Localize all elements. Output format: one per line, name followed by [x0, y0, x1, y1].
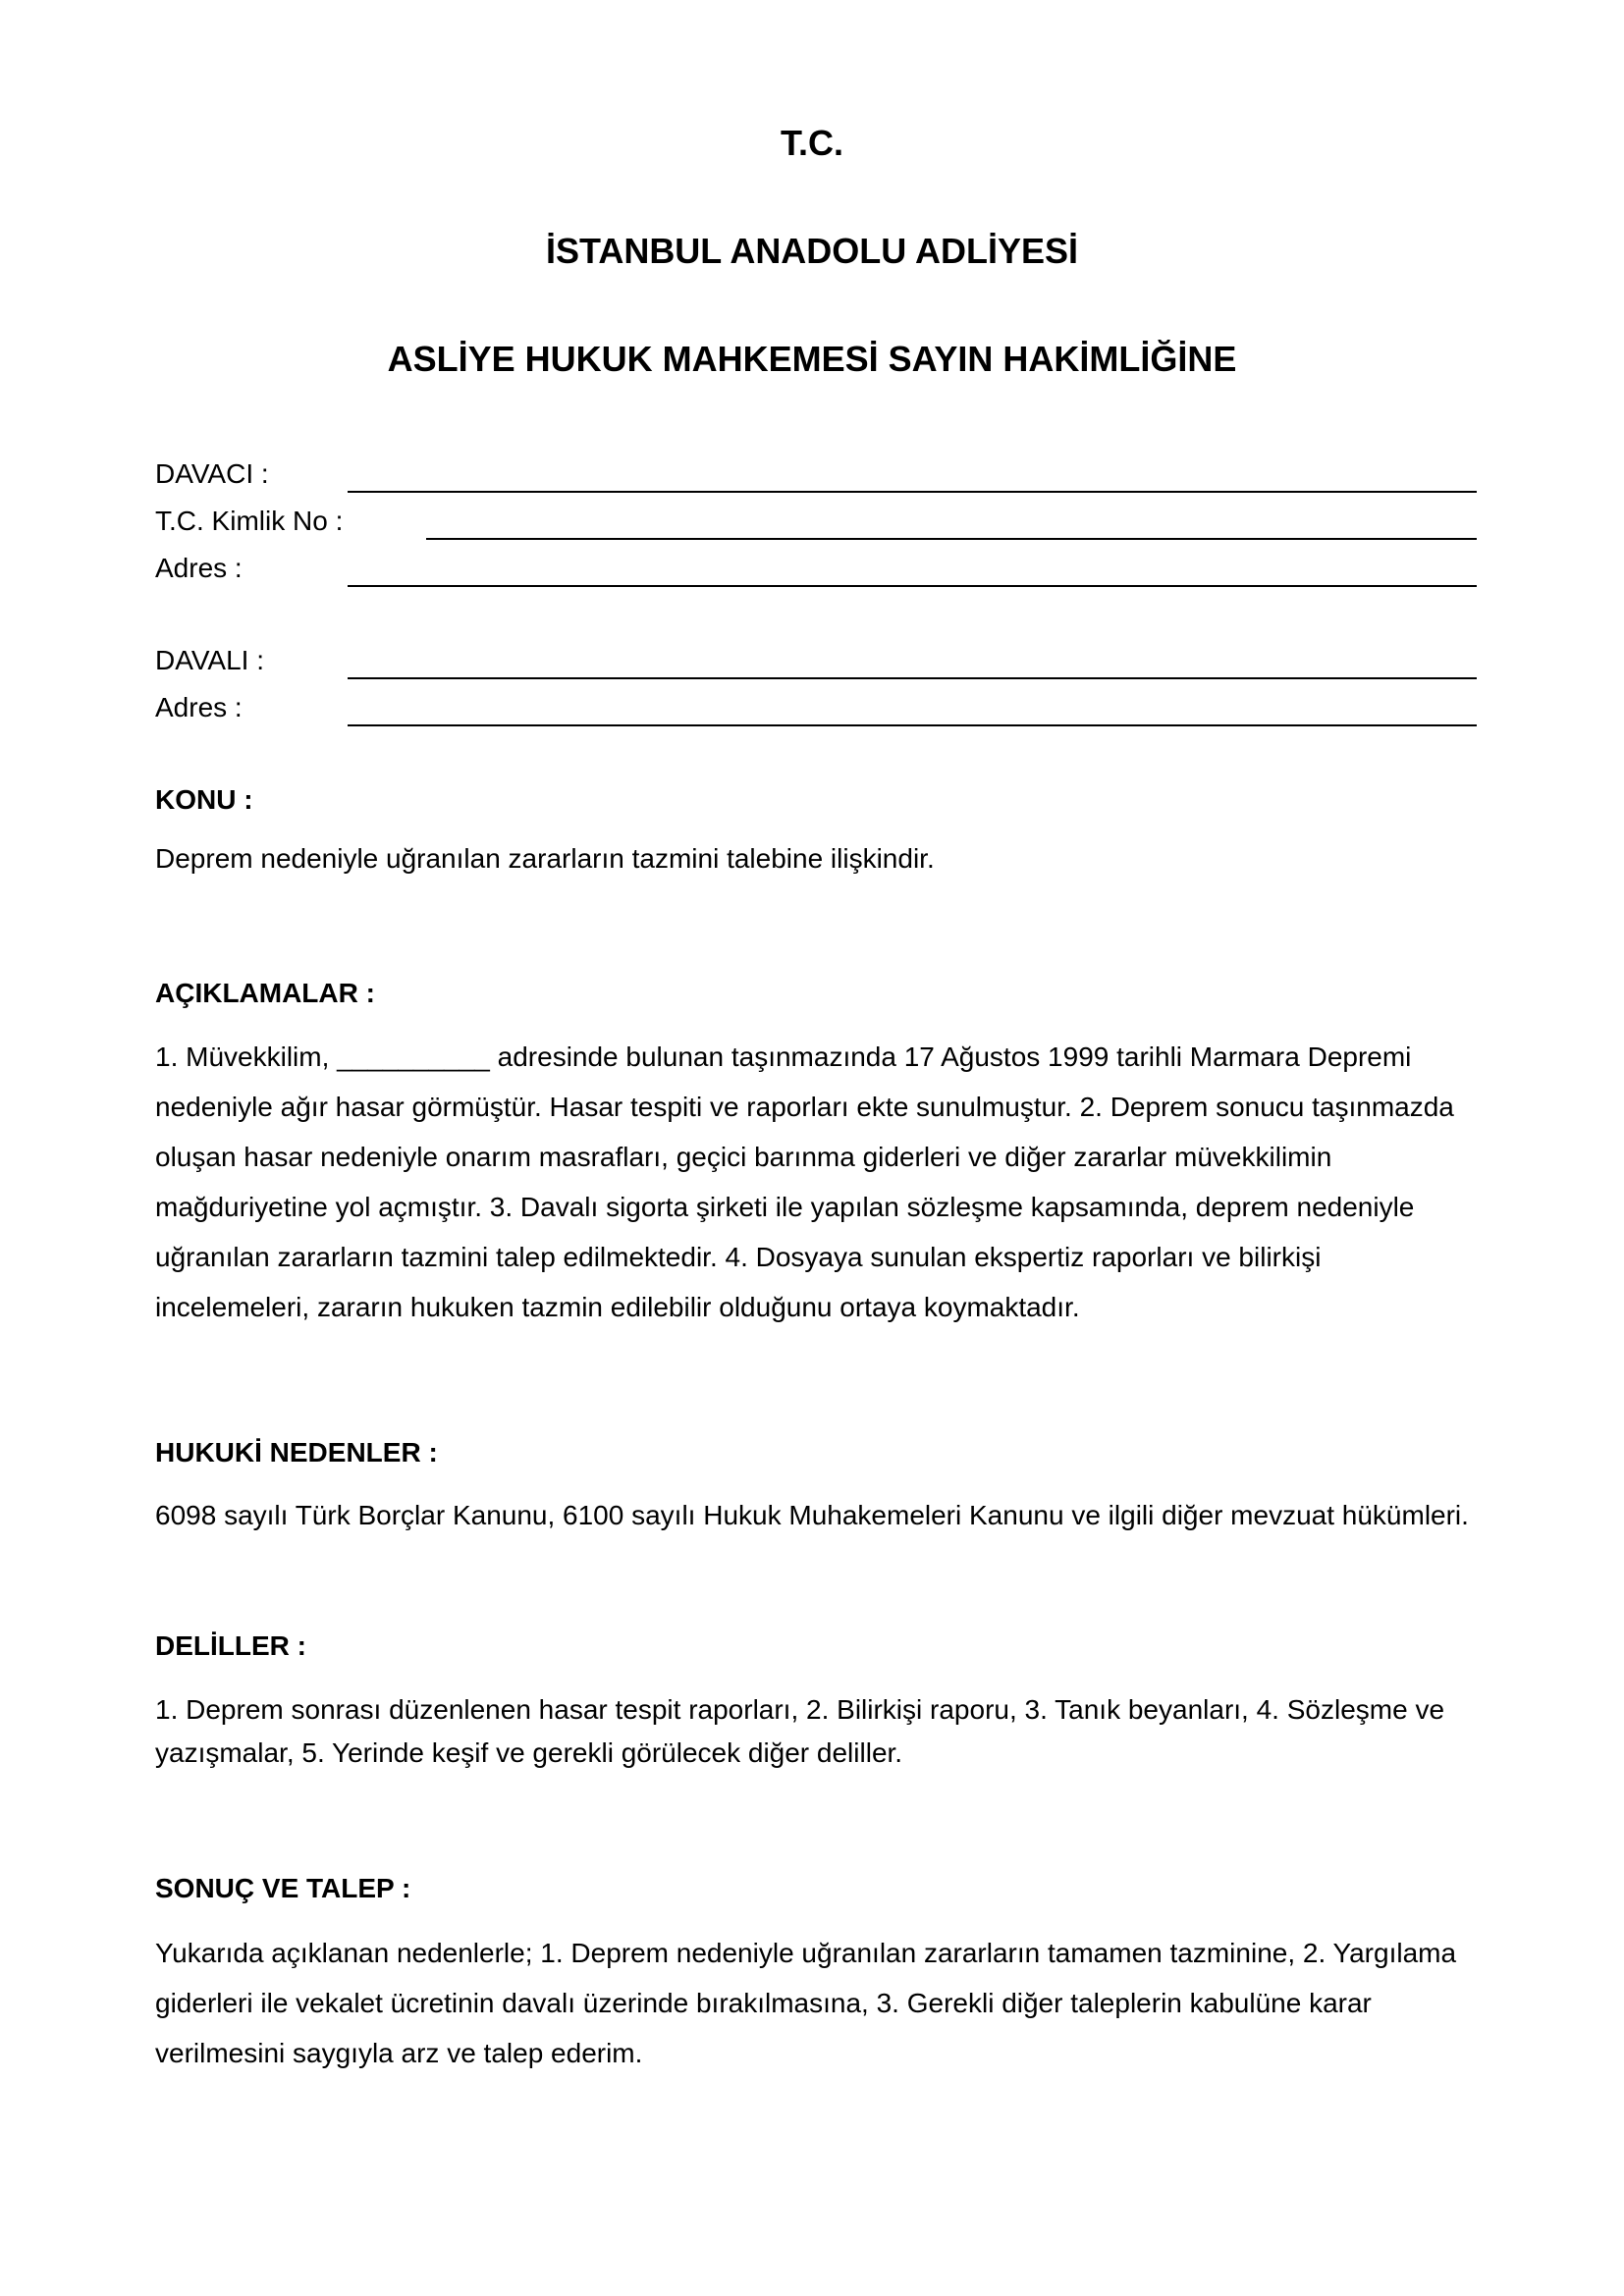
- davaci-adres-label: Adres :: [155, 553, 243, 583]
- sonuc-text: Yukarıda açıklanan nedenlerle; 1. Deprem nedeniyle uğranılan zararların tamamen tazminine, 2. Yargılama giderleri ile vekalet ücretinin davalı üzerinde bırakılmasına, 3. Gerekli diğer taleplerin kabulüne karar verilmesini saygıyla arz ve talep ederim.: [155, 1938, 1457, 2068]
- davali-blank-line: [348, 677, 1477, 679]
- tc-kimlik-label: T.C. Kimlik No :: [155, 506, 344, 536]
- deliller-text: 1. Deprem sonrası düzenlenen hasar tespit raporları, 2. Bilirkişi raporu, 3. Tanık beyanları, 4. Sözleşme ve yazışmalar, 5. Yerinde keşif ve gerekli görülecek diğer deliller.: [155, 1694, 1445, 1768]
- davali-adres-label: Adres :: [155, 692, 243, 722]
- davaci-label: DAVACI :: [155, 458, 269, 489]
- aciklamalar-text: 1. Müvekkilim, __________ adresinde bulunan taşınmazında 17 Ağustos 1999 tarihli Marmara Depremi nedeniyle ağır hasar görmüştür. Hasar tespiti ve raporları ekte sunulmuştur. 2. Deprem sonucu taşınmazda oluşan hasar nedeniyle onarım masrafları, geçici barınma giderleri ve diğer zararlar müvekkilimin mağduriyetine yol açmıştır. 3. Davalı sigorta şirketi ile yapılan sözleşme kapsamında, deprem nedeniyle uğranılan zararların tazmini talep edilmektedir. 4. Dosyaya sunulan ekspertiz raporları ve bilirkişi incelemeleri, zararın hukuken tazmin edilebilir olduğunu ortaya koymaktadır.: [155, 1041, 1454, 1322]
- davali-adres-row: [155, 691, 1477, 730]
- tc-kimlik-blank-line: [426, 538, 1477, 540]
- header-courthouse: İSTANBUL ANADOLU ADLİYESİ: [545, 231, 1078, 271]
- hukuki-nedenler-title: HUKUKİ NEDENLER :: [155, 1437, 438, 1468]
- davaci-adres-blank-line: [348, 585, 1477, 587]
- davali-label: DAVALI :: [155, 645, 265, 675]
- hukuki-nedenler-text: 6098 sayılı Türk Borçlar Kanunu, 6100 sayılı Hukuk Muhakemeleri Kanunu ve ilgili diğer mevzuat hükümleri.: [155, 1500, 1469, 1530]
- deliller-title: DELİLLER :: [155, 1630, 306, 1661]
- davali-row: [155, 644, 1477, 683]
- davaci-adres-row: [155, 552, 1477, 591]
- tc-kimlik-row: [155, 505, 1477, 544]
- davali-adres-blank-line: [348, 724, 1477, 726]
- header-court-addressee: ASLİYE HUKUK MAHKEMESİ SAYIN HAKİMLİĞİNE: [387, 339, 1237, 379]
- header-tc: T.C.: [780, 123, 843, 163]
- aciklamalar-title: AÇIKLAMALAR :: [155, 978, 375, 1008]
- davaci-blank-line: [348, 491, 1477, 493]
- konu-text: Deprem nedeniyle uğranılan zararların tazmini talebine ilişkindir.: [155, 843, 935, 874]
- davaci-row: [155, 457, 1477, 497]
- konu-title: KONU :: [155, 784, 253, 815]
- sonuc-title: SONUÇ VE TALEP :: [155, 1873, 411, 1903]
